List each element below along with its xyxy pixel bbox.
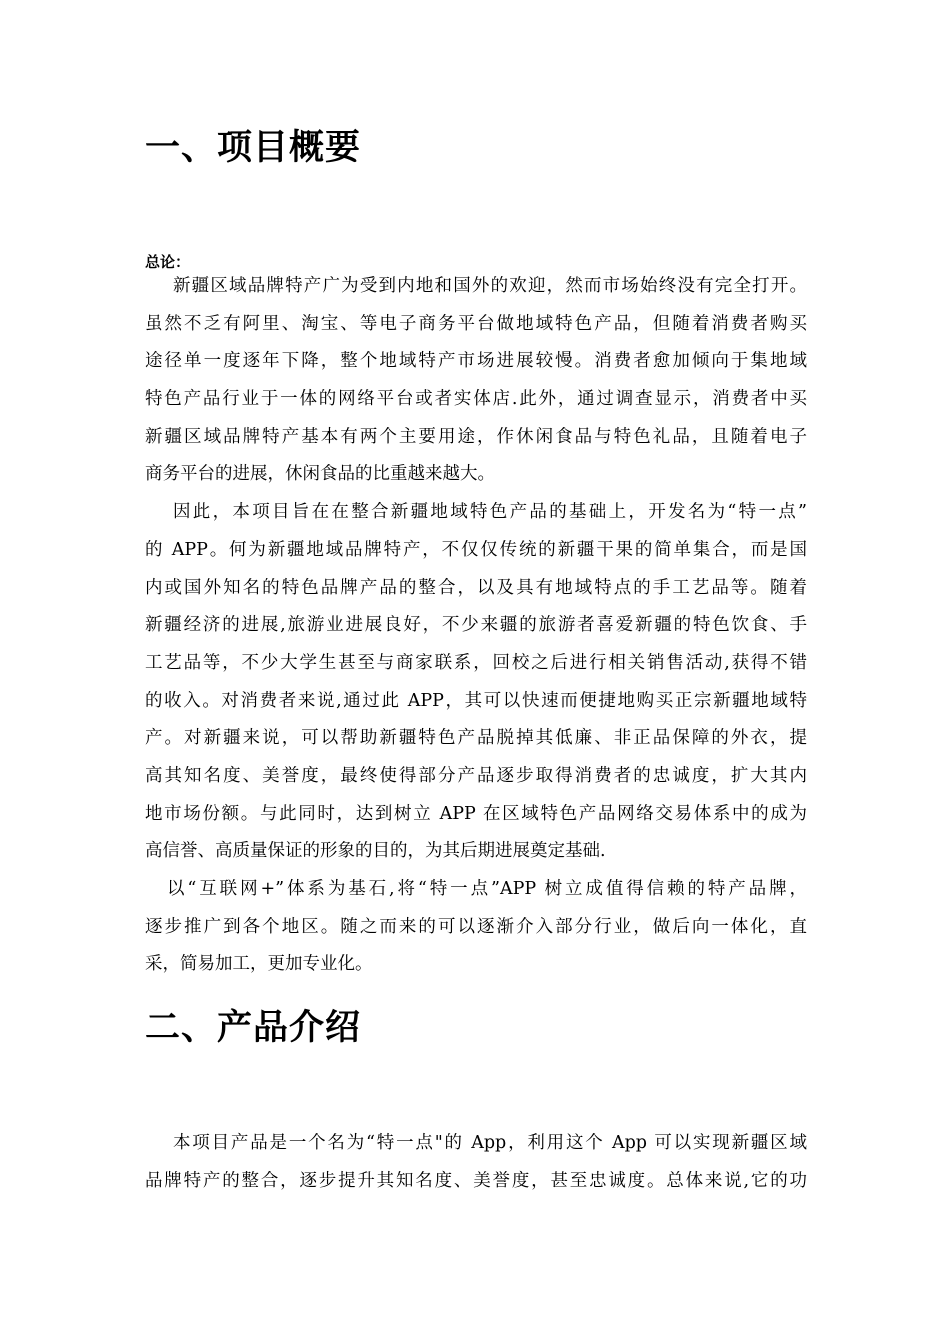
paragraph-line: 以“互联网+”体系为基石,将“特一点”APP 树立成值得信赖的特产品牌，: [167, 879, 807, 899]
section-heading-product: 二、产品介绍: [145, 1007, 362, 1048]
paragraph-line: 本项目产品是一个名为“特一点"的 App，利用这个 App 可以实现新疆区域: [173, 1133, 807, 1153]
section-heading-overview: 一、项目概要: [145, 127, 362, 168]
paragraph-line: 的收入。对消费者来说,通过此 APP，其可以快速而便捷地购买正宗新疆地域特: [145, 690, 807, 711]
paragraph-line: 因此，本项目旨在在整合新疆地域特色产品的基础上，开发名为“特一点”: [173, 502, 807, 523]
paragraph-line: 新疆区域品牌特产基本有两个主要用途，作休闲食品与特色礼品，且随着电子: [145, 426, 807, 447]
paragraph-line: 的 APP。何为新疆地域品牌特产，不仅仅传统的新疆干果的简单集合，而是国: [145, 539, 807, 560]
paragraph-line: 品牌特产的整合，逐步提升其知名度、美誉度，甚至忠诚度。总体来说,它的功: [145, 1170, 807, 1191]
paragraph-line: 特色产品行业于一体的网络平台或者实体店.此外，通过调查显示，消费者中买: [145, 389, 807, 410]
paragraph-line: 高其知名度、美誉度，最终使得部分产品逐步取得消费者的忠诚度，扩大其内: [145, 765, 807, 786]
product-body: [145, 1125, 807, 1200]
paragraph-line: 内或国外知名的特色品牌产品的整合，以及具有地域特点的手工艺品等。随着: [145, 577, 807, 598]
paragraph-line: 途径单一度逐年下降，整个地域特产市场进展较慢。消费者愈加倾向于集地域: [145, 351, 807, 372]
paragraph-line: 逐步推广到各个地区。随之而来的可以逐渐介入部分行业，做后向一体化，直: [145, 916, 807, 937]
paragraph-line: 产。对新疆来说，可以帮助新疆特色产品脱掉其低廉、非正品保障的外衣，提: [145, 728, 807, 749]
summary-label: 总论：: [145, 253, 191, 271]
paragraph-line: 商务平台的进展，休闲食品的比重越来越大。: [145, 464, 495, 485]
paragraph-line: 新疆经济的进展,旅游业进展良好，不少来疆的旅游者喜爱新疆的特色饮食、手: [145, 615, 807, 636]
overview-body: [145, 268, 807, 984]
paragraph-line: 虽然不乏有阿里、淘宝、等电子商务平台做地域特色产品，但随着消费者购买: [145, 313, 807, 334]
paragraph-line: 高信誉、高质量保证的形象的目的，为其后期进展奠定基础.: [145, 841, 606, 862]
paragraph-line: 工艺品等，不少大学生甚至与商家联系，回校之后进行相关销售活动,获得不错: [145, 652, 807, 673]
paragraph-line: 新疆区域品牌特产广为受到内地和国外的欢迎，然而市场始终没有完全打开。: [173, 276, 807, 296]
paragraph-line: 采，简易加工，更加专业化。: [145, 954, 373, 975]
paragraph-line: 地市场份额。与此同时，达到树立 APP 在区域特色产品网络交易体系中的成为: [145, 803, 807, 824]
